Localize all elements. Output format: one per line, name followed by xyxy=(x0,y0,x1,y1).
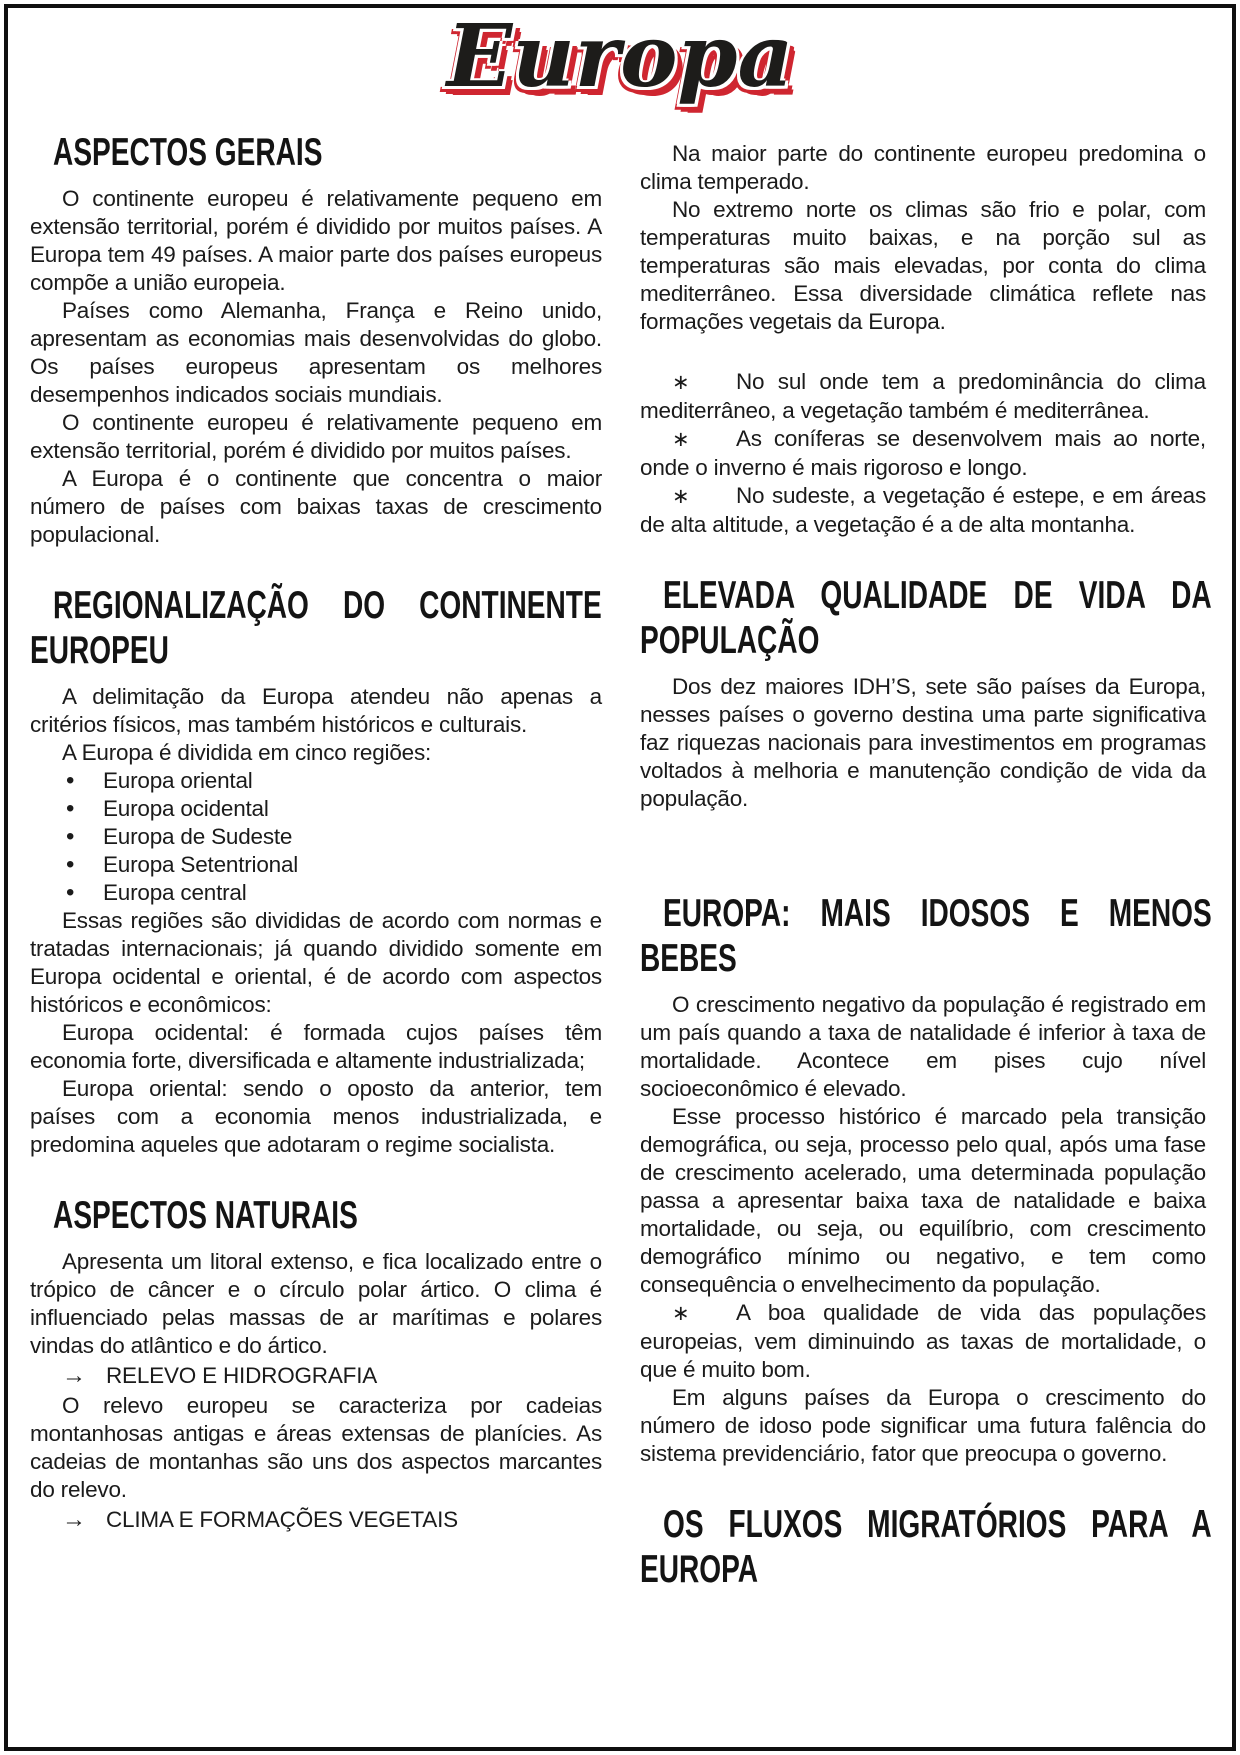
section-heading: ASPECTOS NATURAIS xyxy=(53,1194,358,1237)
paragraph: Europa oriental: sendo o oposto da anterior, tem países com a economia menos industrializada, e predomina aqueles que adotaram o regime socialista. xyxy=(30,1076,602,1157)
paragraph: O crescimento negativo da população é registrado em um país quando a taxa de natalidade é inferior à taxa de mortalidade. Acontece em pises cujo nível socioeconômico é elevado. xyxy=(640,992,1206,1101)
paragraph: A Europa é dividida em cinco regiões: xyxy=(62,740,432,765)
section-heading: EUROPA: MAIS IDOSOS E MENOS BEBES xyxy=(640,892,1212,980)
right-column xyxy=(640,140,1212,1602)
bullet-icon: • xyxy=(66,767,75,794)
page-title: Europa xyxy=(446,6,794,107)
paragraph: O relevo europeu se caracteriza por cadeias montanhosas antigas e áreas extensas de planícies. As cadeias de montanhas são uns dos aspectos marcantes do relevo. xyxy=(30,1393,602,1502)
bullet-icon: • xyxy=(66,823,75,850)
paragraph: Na maior parte do continente europeu predomina o clima temperado. xyxy=(640,141,1206,194)
asterisk-icon: ∗ xyxy=(672,428,690,451)
paragraph: No extremo norte os climas são frio e polar, com temperaturas muito baixas, e na porção sul as temperaturas são mais elevadas, por conta do clima mediterrâneo. Essa diversidade climática reflete nas formações vegetais da Europa. xyxy=(640,197,1206,334)
paragraph: A delimitação da Europa atendeu não apenas a critérios físicos, mas também históricos e culturais. xyxy=(30,684,602,737)
bullet-item: • Europa Setentrional xyxy=(66,851,299,878)
section-heading: ASPECTOS GERAIS xyxy=(53,131,323,174)
star-item: ∗ No sul onde tem a predominância do clima mediterrâneo, a vegetação também é mediterrânea. xyxy=(640,369,1206,423)
paragraph: O continente europeu é relativamente pequeno em extensão territorial, porém é dividido por muitos países. A Europa tem 49 países. A maior parte dos países europeus compõe a união europeia. xyxy=(30,186,602,295)
section-heading: OS FLUXOS MIGRATÓRIOS PARA A EUROPA xyxy=(640,1503,1212,1591)
asterisk-icon: ∗ xyxy=(672,485,690,508)
section-heading: ELEVADA QUALIDADE DE VIDA DA POPULAÇÃO xyxy=(640,574,1212,662)
paragraph: Dos dez maiores IDH’S, sete são países da Europa, nesses países o governo destina uma parte significativa faz riquezas nacionais para investimentos em programas voltados à melhoria e manutenção condição de vida da população. xyxy=(640,674,1206,811)
paragraph: Em alguns países da Europa o crescimento do número de idoso pode significar uma futura falência do sistema previdenciário, fator que preocupa o governo. xyxy=(640,1385,1206,1466)
arrow-icon: → xyxy=(62,1506,86,1533)
paragraph: Esse processo histórico é marcado pela transição demográfica, ou seja, processo pelo qual, após uma fase de crescimento acelerado, uma determinada população passa a apresentar baixa taxa de natalidade e baixa mortalidade, ou seja, ou equilíbrio, com crescimento demográfico mínimo ou negativo, e tem como consequência o envelhecimento da população. xyxy=(640,1104,1206,1297)
arrow-item: → CLIMA E FORMAÇÕES VEGETAIS xyxy=(62,1506,458,1533)
paragraph: O continente europeu é relativamente pequeno em extensão territorial, porém é dividido por muitos países. xyxy=(30,410,602,463)
asterisk-icon: ∗ xyxy=(672,371,690,394)
arrow-item: → RELEVO E HIDROGRAFIA xyxy=(62,1362,378,1389)
bullet-icon: • xyxy=(66,795,75,822)
bullet-item: • Europa central xyxy=(66,879,247,906)
paragraph: Essas regiões são divididas de acordo com normas e tratadas internacionais; já quando dividido somente em Europa ocidental e oriental, é de acordo com aspectos históricos e econômicos: xyxy=(30,908,602,1017)
paragraph: Apresenta um litoral extenso, e fica localizado entre o trópico de câncer e o círculo polar ártico. O clima é influenciado pelas massas de ar marítimas e polares vindas do atlântico e do ártico. xyxy=(30,1249,602,1358)
paragraph: A Europa é o continente que concentra o maior número de países com baixas taxas de crescimento populacional. xyxy=(30,466,602,547)
asterisk-icon: ∗ xyxy=(672,1302,690,1325)
star-item: ∗ A boa qualidade de vida das populações europeias, vem diminuindo as taxas de mortalidade, o que é muito bom. xyxy=(640,1300,1206,1382)
section-heading: REGIONALIZAÇÃO DO CONTINENTE EUROPEU xyxy=(30,584,602,672)
bullet-icon: • xyxy=(66,851,75,878)
bullet-item: • Europa de Sudeste xyxy=(66,823,293,850)
left-column xyxy=(30,130,602,1536)
bullet-item: • Europa oriental xyxy=(66,767,253,794)
bullet-item: • Europa ocidental xyxy=(66,795,269,822)
arrow-icon: → xyxy=(62,1362,86,1389)
paragraph: Países como Alemanha, França e Reino unido, apresentam as economias mais desenvolvidas do globo. Os países europeus apresentam os melhores desempenhos indicados sociais mundiais. xyxy=(30,298,602,407)
bullet-icon: • xyxy=(66,879,75,906)
star-item: ∗ As coníferas se desenvolvem mais ao norte, onde o inverno é mais rigoroso e longo. xyxy=(640,426,1206,480)
star-item: ∗ No sudeste, a vegetação é estepe, e em áreas de alta altitude, a vegetação é a de alta montanha. xyxy=(640,483,1206,537)
paragraph: Europa ocidental: é formada cujos países têm economia forte, diversificada e altamente industrializada; xyxy=(30,1020,602,1073)
